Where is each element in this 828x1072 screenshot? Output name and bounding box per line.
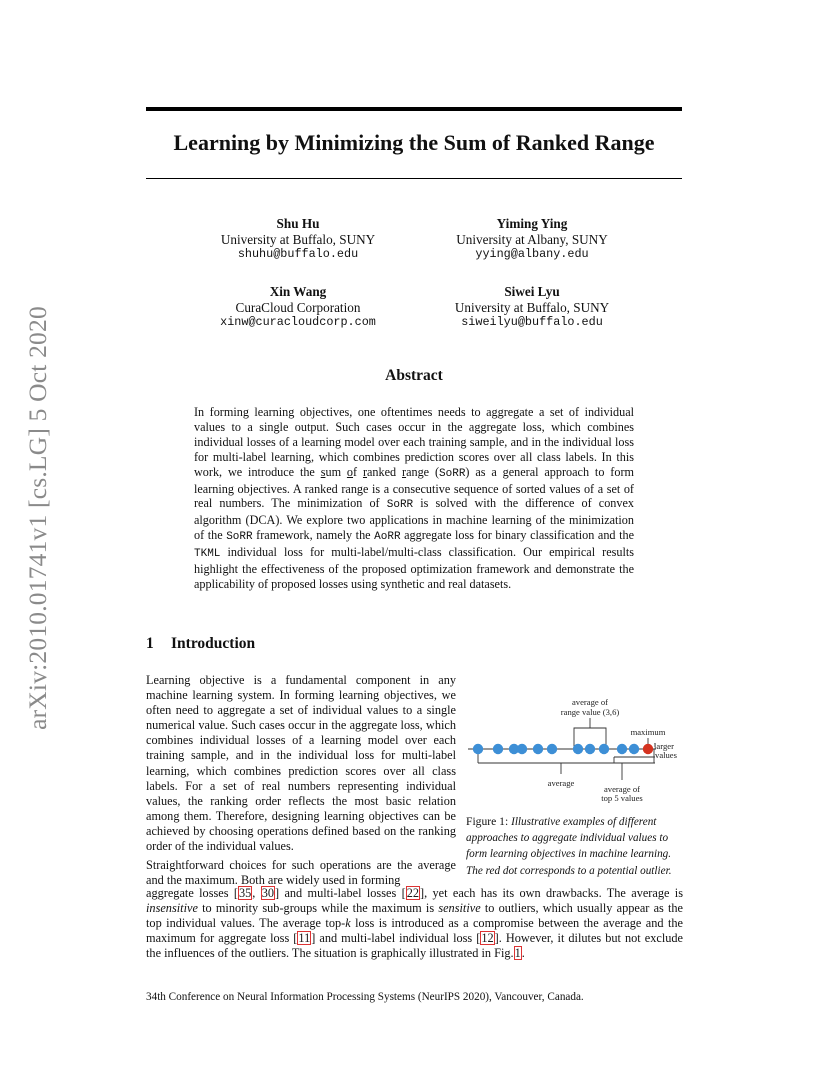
author-email: yying@albany.edu [475,247,589,261]
author-affiliation: CuraCloud Corporation [235,299,361,315]
abstract-text: o [346,464,354,479]
code-term: SoRR [439,467,466,480]
author-name: Siwei Lyu [504,284,560,299]
code-term: AoRR [374,531,401,544]
abstract-text: ange ( [406,464,440,479]
conference-footer: 34th Conference on Neural Information Processing Systems (NeurIPS 2020), Vancouver, Canada. [146,991,584,1003]
paper-title: Learning by Minimizing the Sum of Ranked Range [173,130,655,155]
fig-label-average: average [547,778,575,788]
intro-paragraph [146,886,683,961]
abstract-text: framework, namely the [252,528,375,543]
body-text: ], yet each has its own drawbacks. The average is [419,886,684,900]
fig-label-values: values [655,750,677,760]
value-dot [585,744,595,754]
body-text: ]. However, it dilutes but not exclude the influences of the outliers. The situation is graphically illustrated in Fig. [146,931,683,961]
code-term: SoRR [226,531,253,544]
code-term: SoRR [386,499,414,512]
citation-link[interactable]: 30 [261,886,274,900]
fig-label-maximum: maximum [630,727,666,737]
body-text: ] and multi-label losses [ [275,886,406,900]
figure-ranked-range-diagram [464,692,686,810]
abstract-text: r [402,464,407,479]
author-block [173,284,423,331]
value-dot [629,744,639,754]
value-dot [493,744,503,754]
abstract-text: In forming learning objectives, one oftentimes needs to aggregate a set of individual values to a single output. Such cases occur in the aggregate loss, which combines individual losses of a learning model over each training sample, and in the individual loss for multi-label learning, which combines prediction scores over all class labels. In this work, we introduce the [194,405,634,479]
value-dot [533,744,543,754]
author-name: Xin Wang [269,284,327,299]
author-affiliation: University at Buffalo, SUNY [220,231,376,247]
author-affiliation: University at Buffalo, SUNY [454,299,610,315]
body-text: to minority sub-groups while the maximum is [197,901,439,916]
code-term: TKML [194,548,221,561]
body-text: to outliers, which usually appear as the top individual values. The average top- [146,901,684,931]
value-dot [617,744,627,754]
abstract-text: s [320,464,326,479]
math-variable: k [345,916,351,931]
abstract-text: is solved with the difference of convex algorithm (DCA). We explore two applications in machine learning of the minimization of the [194,496,634,543]
author-email: shuhu@buffalo.edu [237,247,359,261]
value-dot [547,744,557,754]
figure-caption-label: Figure 1: [466,815,512,828]
author-block [173,216,423,263]
section-title: Introduction [171,635,256,652]
author-block [407,284,657,331]
top-rule [146,107,682,111]
body-text: . [521,946,525,961]
citation-link[interactable]: 12 [481,931,494,946]
author-affiliation: University at Albany, SUNY [456,231,608,247]
abstract-heading: Abstract [385,367,443,384]
emphasis: sensitive [438,901,481,916]
top5-bracket [614,757,655,763]
abstract-text: individual loss for multi-label/multi-class classification. Our empirical results highlight the effectiveness of the proposed optimization framework and demonstrate the applicability of proposed losses using synthetic and real datasets. [194,545,634,591]
abstract-text: um [325,464,347,479]
intro-left-column [146,673,456,888]
author-block [407,216,657,263]
abstract-text: f [353,464,363,479]
citation-link[interactable]: 35 [238,886,252,900]
fig-label-range-value: range value (3,6) [560,707,620,717]
abstract-text: aggregate loss for binary classification and the [400,528,634,543]
citation-link[interactable]: 22 [406,886,419,900]
section-number: 1 [146,635,154,652]
arxiv-identifier-text: arXiv:2010.01741v1 [cs.LG] 5 Oct 2020 [23,306,52,730]
value-dot [473,744,483,754]
body-text: aggregate losses [ [146,886,238,900]
fig-label-larger: larger [654,741,674,751]
outlier-dot [643,744,653,754]
value-dot [517,744,527,754]
intro-paragraph-start: Straightforward choices for such operations are the average and the maximum. Both are widely used in forming [146,858,456,888]
abstract-text: ) as a general approach to form learning objectives. A ranked range is a consecutive sequence of sorted values of a set of real numbers. The minimization of [194,464,634,511]
abstract-text: r [362,464,368,479]
section-heading [146,635,255,653]
citation-link[interactable]: 11 [298,931,311,946]
intro-paragraph: Learning objective is a fundamental component in any machine learning system. In forming learning objectives, we often need to aggregate a set of individual values to a single numerical value. Such cases occur in the aggregate loss, which combines individual losses of a learning model over each training sample, and in the individual loss for multi-label learning, which combines prediction scores over all class labels. For a set of real numbers representing individual values, the ranking order reflects the most basic relation among them. Therefore, designing learning objectives can be achieved by choosing operations defined based on the ranking order of the individual values. [146,673,456,854]
figure-caption [466,814,686,879]
fig-label-top5-values: top 5 values [601,793,643,803]
value-dot [599,744,609,754]
value-dot [573,744,583,754]
arxiv-identifier [18,288,58,748]
figure-caption-text: Illustrative examples of different approaches to aggregate individual values to form learning objectives in machine learning. The red dot corresponds to a potential outlier. [466,816,672,877]
body-text: , [252,886,261,900]
abstract-text: anked [367,464,402,479]
title-bottom-rule [146,178,682,179]
fig-label-range: average of [571,697,609,707]
author-email: xinw@curacloudcorp.com [220,315,376,329]
abstract-body [194,405,634,592]
author-email: siweilyu@buffalo.edu [461,315,603,329]
author-name: Yiming Ying [496,216,568,231]
figure-link[interactable]: 1 [514,946,521,961]
body-text: ] and multi-label individual loss [ [311,931,481,946]
author-name: Shu Hu [276,216,320,231]
fig-label-top5: average of [603,784,641,794]
emphasis: insensitive [146,901,198,916]
body-text: loss is introduced as a compromise between the average and the maximum for aggregate loss [ [146,916,683,946]
